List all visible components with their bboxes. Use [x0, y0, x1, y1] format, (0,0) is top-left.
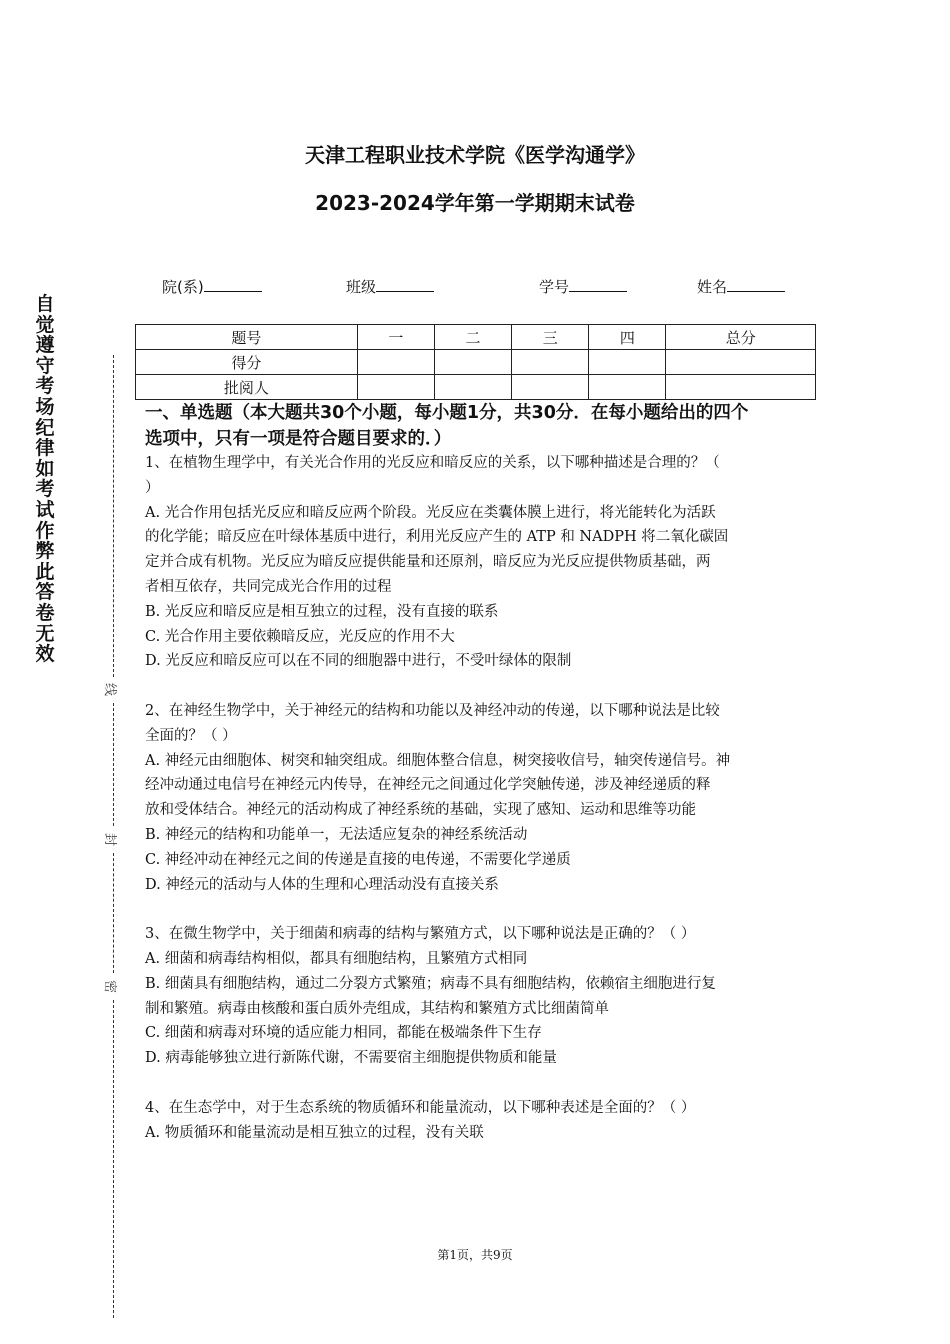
question-text-line: 定并合成有机物。光反应为暗反应提供能量和还原剂，暗反应为光反应提供物质基础，两 — [145, 554, 711, 571]
info-class — [346, 276, 434, 297]
table-cell — [589, 350, 666, 375]
question-text-line: 3、在微生物学中，关于细菌和病毒的结构与繁殖方式，以下哪种说法是正确的？（ ） — [145, 926, 696, 943]
questions — [145, 451, 825, 1145]
table-header-cell: 三 — [512, 325, 589, 350]
table-cell — [434, 375, 511, 400]
question-text-line: 制和繁殖。病毒由核酸和蛋白质外壳组成，其结构和繁殖方式比细菌简单 — [145, 1000, 609, 1017]
info-label: 院(系) — [162, 278, 204, 296]
table-row — [136, 350, 816, 375]
binding-line — [113, 703, 114, 826]
binding-line — [113, 853, 114, 973]
question-text-line: C. 细菌和病毒对环境的适应能力相同，都能在极端条件下生存 — [145, 1025, 542, 1042]
question-text-line: A. 神经元由细胞体、树突和轴突组成。细胞体整合信息，树突接收信号，轴突传递信号。神 — [145, 752, 731, 769]
question-text-line: D. 病毒能够独立进行新陈代谢，不需要宿主细胞提供物质和能量 — [145, 1050, 557, 1067]
page-footer: 第1页，共9页 — [437, 1248, 513, 1262]
seal-mark-seal: 封 — [102, 832, 118, 847]
table-header-cell: 题号 — [136, 325, 358, 350]
question-text-line: ） — [145, 479, 160, 496]
question-text-line: D. 神经元的活动与人体的生理和心理活动没有直接关系 — [145, 876, 499, 893]
question-text-line: 放和受体结合。神经元的活动构成了神经系统的基础，实现了感知、运动和思维等功能 — [145, 802, 696, 819]
question-text-line: B. 神经元的结构和功能单一，无法适应复杂的神经系统活动 — [145, 826, 528, 843]
section-heading — [145, 400, 825, 452]
table-row — [136, 375, 816, 400]
question-text-line: A. 光合作用包括光反应和暗反应两个阶段。光反应在类囊体膜上进行，将光能转化为活跃 — [145, 504, 716, 521]
question-text-line: 的化学能；暗反应在叶绿体基质中进行，利用光反应产生的 ATP 和 NADPH 将二氧化碳固 — [145, 529, 729, 546]
info-label: 班级 — [346, 278, 377, 296]
info-label: 学号 — [539, 278, 570, 296]
table-cell — [357, 350, 434, 375]
question-text-line: A. 物质循环和能量流动是相互独立的过程，没有关联 — [145, 1124, 484, 1141]
question-text-line: 经冲动通过电信号在神经元内传导，在神经元之间通过化学突触传递，涉及神经递质的释 — [145, 777, 711, 794]
exam-title: 天津工程职业技术学院《医学沟通学》 — [305, 143, 645, 167]
exam-discipline-notice: 自觉遵守考场纪律如考试作弊此答卷无效 — [35, 293, 55, 666]
info-blank — [204, 277, 262, 292]
seal-mark-secret: 密 — [102, 979, 118, 994]
table-row-label: 批阅人 — [136, 375, 358, 400]
blank-line — [145, 674, 825, 699]
question-text-line: A. 细菌和病毒结构相似，都具有细胞结构，且繁殖方式相同 — [145, 950, 528, 967]
question-text-line: D. 光反应和暗反应可以在不同的细胞器中进行，不受叶绿体的限制 — [145, 653, 572, 670]
binding-line — [113, 355, 114, 677]
table-cell — [512, 375, 589, 400]
table-row-label: 得分 — [136, 350, 358, 375]
table-cell — [589, 375, 666, 400]
exam-subtitle: 2023-2024学年第一学期期末试卷 — [315, 191, 635, 215]
info-department — [162, 276, 262, 297]
question-text-line: B. 光反应和暗反应是相互独立的过程，没有直接的联系 — [145, 603, 499, 620]
section-heading-line: 一、单选题（本大题共30个小题，每小题1分，共30分．在每小题给出的四个 — [145, 403, 749, 423]
question-text-line: C. 神经冲动在神经元之间的传递是直接的电传递，不需要化学递质 — [145, 851, 571, 868]
question-text-line: 者相互依存，共同完成光合作用的过程 — [145, 578, 392, 595]
table-header-cell: 总分 — [666, 325, 816, 350]
info-name — [697, 276, 785, 297]
table-cell — [357, 375, 434, 400]
info-label: 姓名 — [697, 278, 728, 296]
table-header-cell: 二 — [434, 325, 511, 350]
info-blank — [569, 277, 627, 292]
info-blank — [376, 277, 434, 292]
seal-mark-line: 线 — [102, 682, 118, 697]
info-student-id — [539, 276, 627, 297]
question-text-line: C. 光合作用主要依赖暗反应，光反应的作用不大 — [145, 628, 455, 645]
table-cell — [666, 350, 816, 375]
table-header-cell: 四 — [589, 325, 666, 350]
info-blank — [727, 277, 785, 292]
question-text-line: 全面的？（ ） — [145, 727, 237, 744]
blank-line — [145, 1071, 825, 1096]
question-text-line: 4、在生态学中，对于生态系统的物质循环和能量流动，以下哪种表述是全面的？（ ） — [145, 1099, 696, 1116]
table-cell — [512, 350, 589, 375]
table-cell — [434, 350, 511, 375]
question-text-line: 2、在神经生物学中，关于神经元的结构和功能以及神经冲动的传递，以下哪种说法是比较 — [145, 702, 720, 719]
blank-line — [145, 897, 825, 922]
question-text-line: 1、在植物生理学中，有关光合作用的光反应和暗反应的关系，以下哪种描述是合理的？（ — [145, 455, 720, 471]
binding-line — [113, 1000, 114, 1318]
table-header-cell: 一 — [357, 325, 434, 350]
table-cell — [666, 375, 816, 400]
score-table — [135, 324, 816, 400]
question-text-line: B. 细菌具有细胞结构，通过二分裂方式繁殖；病毒不具有细胞结构，依赖宿主细胞进行复 — [145, 975, 716, 992]
section-heading-line: 选项中，只有一项是符合题目要求的．） — [145, 429, 452, 449]
table-row — [136, 325, 816, 350]
